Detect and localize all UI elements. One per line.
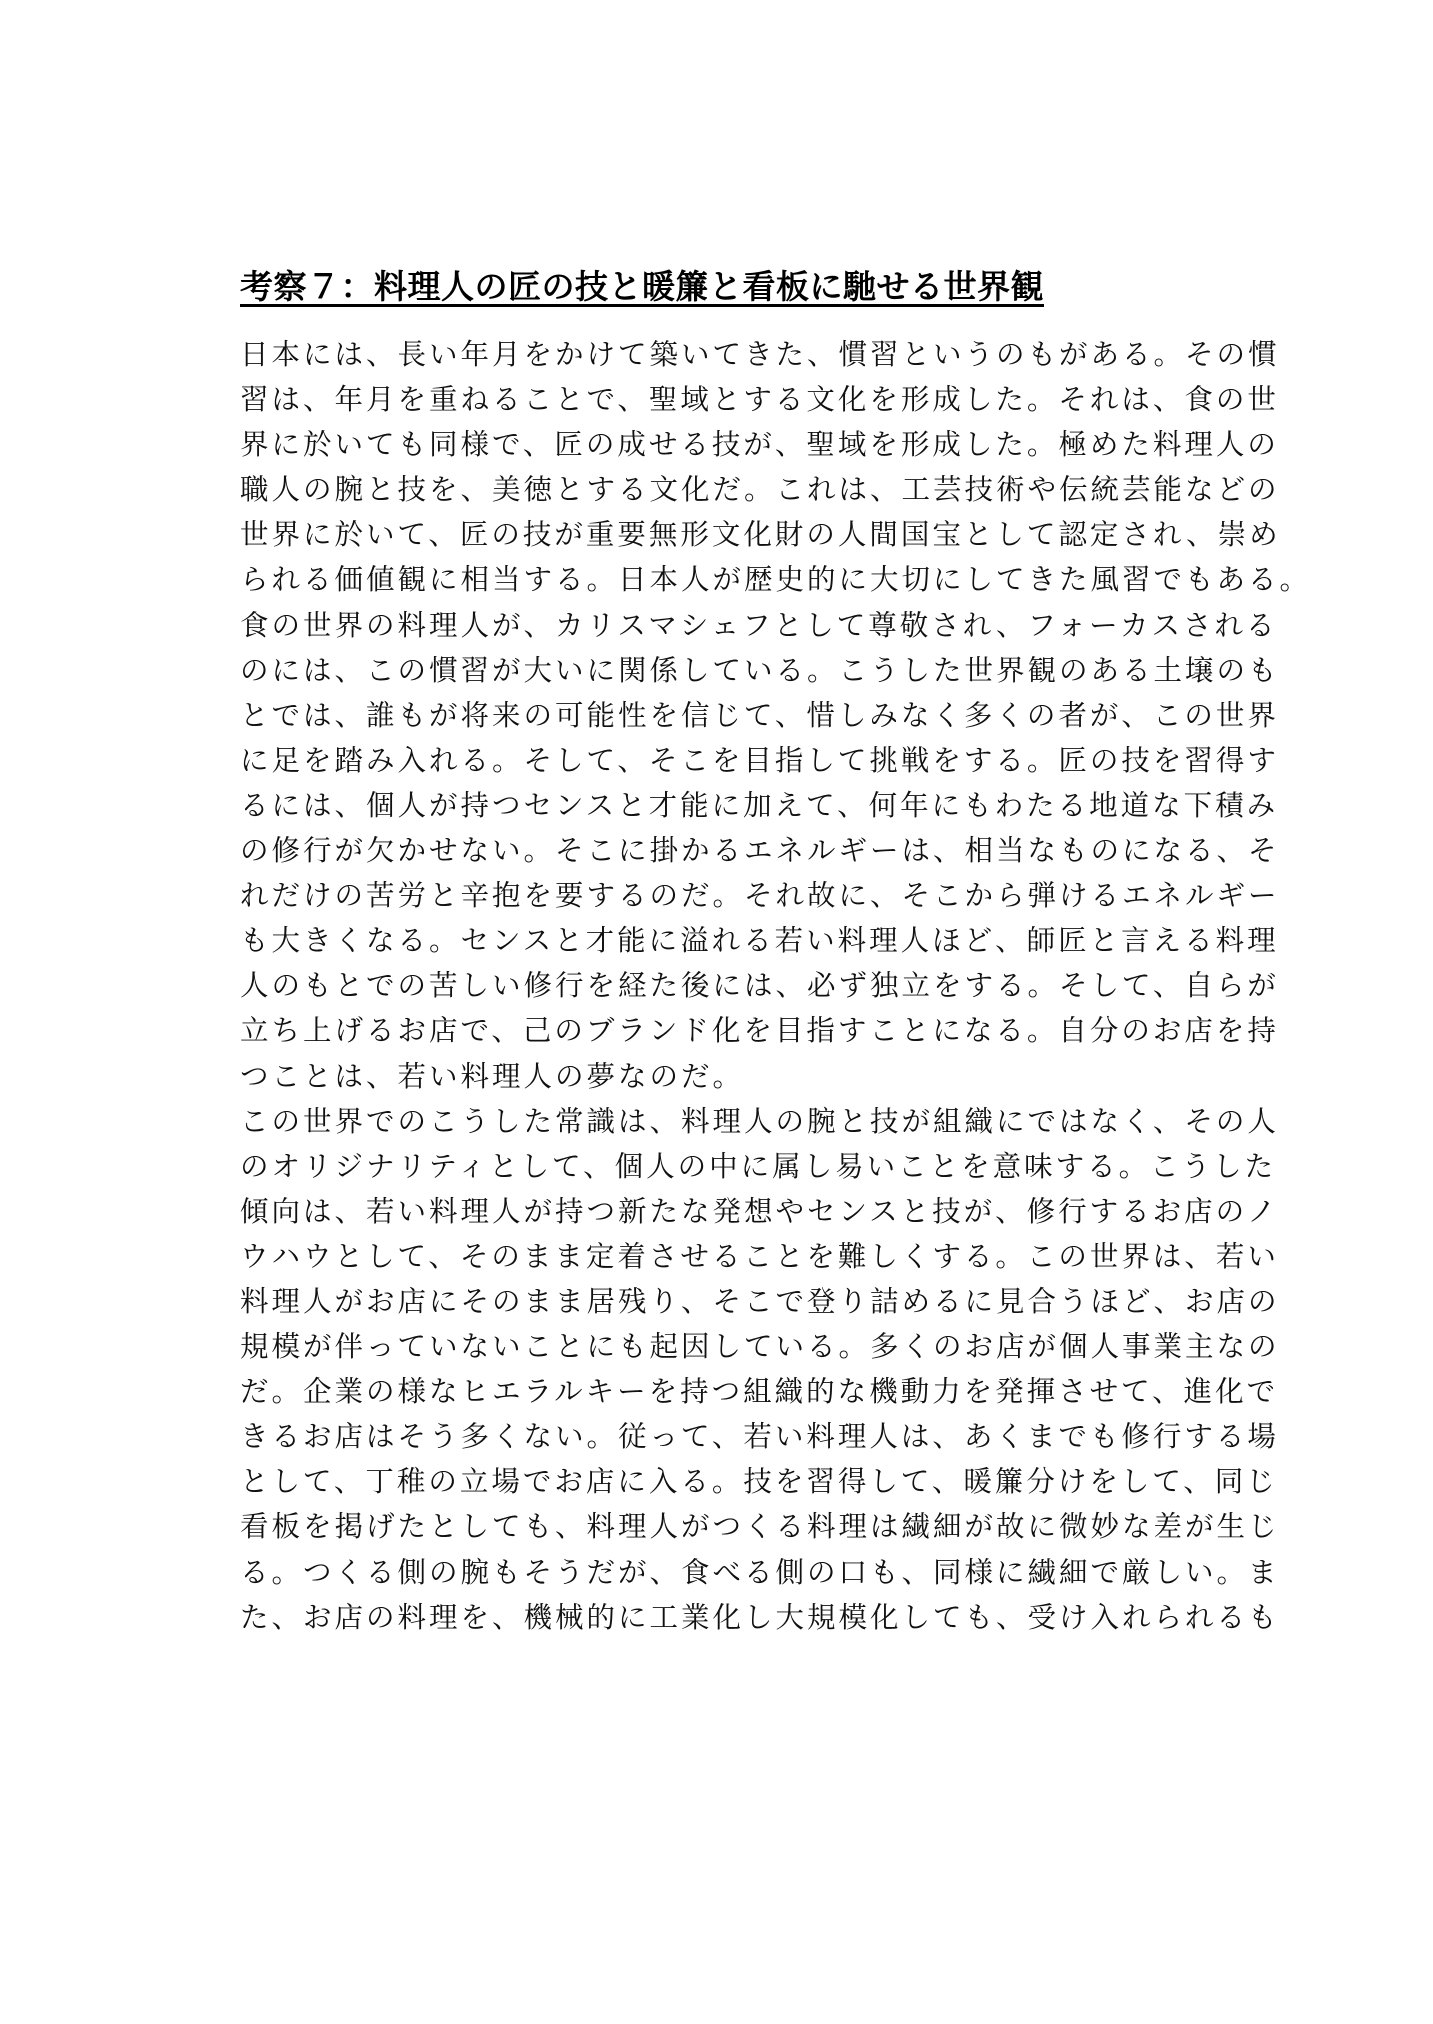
text-line: の修行が欠かせない。そこに掛かるエネルギーは、相当なものになる、そ <box>240 834 1280 868</box>
text-line: 日本には、長い年月をかけて築いてきた、慣習というのもがある。その慣 <box>240 338 1280 371</box>
text-line: とでは、誰もが将来の可能性を信じて、惜しみなく多くの者が、この世界 <box>240 698 1279 732</box>
paragraph-2 <box>240 1099 1280 1640</box>
text-line: 傾向は、若い料理人が持つ新たな発想やセンスと技が、修行するお店のノ <box>240 1194 1279 1228</box>
text-line: に足を踏み入れる。そして、そこを目指して挑戦をする。匠の技を習得す <box>240 743 1279 777</box>
text-line: た、お店の料理を、機械的に工業化し大規模化しても、受け入れられるも <box>240 1600 1280 1634</box>
text-line: れだけの苦労と辛抱を要するのだ。それ故に、そこから弾けるエネルギー <box>240 879 1280 913</box>
text-line: つことは、若い料理人の夢なのだ。 <box>240 1059 745 1093</box>
text-line: ウハウとして、そのまま定着させることを難しくする。この世界は、若い <box>240 1239 1279 1273</box>
paragraph-1 <box>240 332 1312 1099</box>
text-line: として、丁稚の立場でお店に入る。技を習得して、暖簾分けをして、同じ <box>240 1465 1278 1499</box>
text-line: 界に於いても同様で、匠の成せる技が、聖域を形成した。極めた料理人の <box>240 428 1279 462</box>
text-line: 人のもとでの苦しい修行を経た後には、必ず独立をする。そして、自らが <box>240 969 1279 1003</box>
text-line: のオリジナリティとして、個人の中に属し易いことを意味する。こうした <box>240 1149 1277 1183</box>
text-line: る。つくる側の腕もそうだが、食べる側の口も、同様に繊細で厳しい。ま <box>240 1555 1280 1589</box>
text-line: この世界でのこうした常識は、料理人の腕と技が組織にではなく、その人 <box>240 1104 1279 1138</box>
text-line: 料理人がお店にそのまま居残り、そこで登り詰めるに見合うほど、お店の <box>240 1284 1280 1318</box>
text-line: られる価値観に相当する。日本人が歴史的に大切にしてきた風習でもある。 <box>240 563 1312 597</box>
text-line: 立ち上げるお店で、己のブランド化を目指すことになる。自分のお店を持 <box>240 1014 1279 1048</box>
text-line: だ。企業の様なヒエラルキーを持つ組織的な機動力を発揮させて、進化で <box>240 1375 1279 1409</box>
text-line: 看板を掲げたとしても、料理人がつくる料理は繊細が故に微妙な差が生じ <box>240 1510 1280 1544</box>
page-content <box>240 262 1312 1640</box>
text-line: 世界に於いて、匠の技が重要無形文化財の人間国宝として認定され、崇め <box>240 518 1281 552</box>
section-heading: 考察７：料理人の匠の技と暖簾と看板に馳せる世界観 <box>240 267 1044 306</box>
text-line: 習は、年月を重ねることで、聖域とする文化を形成した。それは、食の世 <box>240 383 1279 417</box>
text-line: きるお店はそう多くない。従って、若い料理人は、あくまでも修行する場 <box>240 1420 1279 1454</box>
text-line: のには、この慣習が大いに関係している。こうした世界観のある土壌のも <box>240 653 1280 687</box>
text-line: 規模が伴っていないことにも起因している。多くのお店が個人事業主なの <box>240 1330 1280 1364</box>
text-line: も大きくなる。センスと才能に溢れる若い料理人ほど、師匠と言える料理 <box>240 924 1279 958</box>
text-line: 食の世界の料理人が、カリスマシェフとして尊敬され、フォーカスされる <box>240 608 1278 642</box>
text-line: るには、個人が持つセンスと才能に加えて、何年にもわたる地道な下積み <box>240 788 1279 822</box>
text-line: 職人の腕と技を、美徳とする文化だ。これは、工芸技術や伝統芸能などの <box>240 473 1280 507</box>
